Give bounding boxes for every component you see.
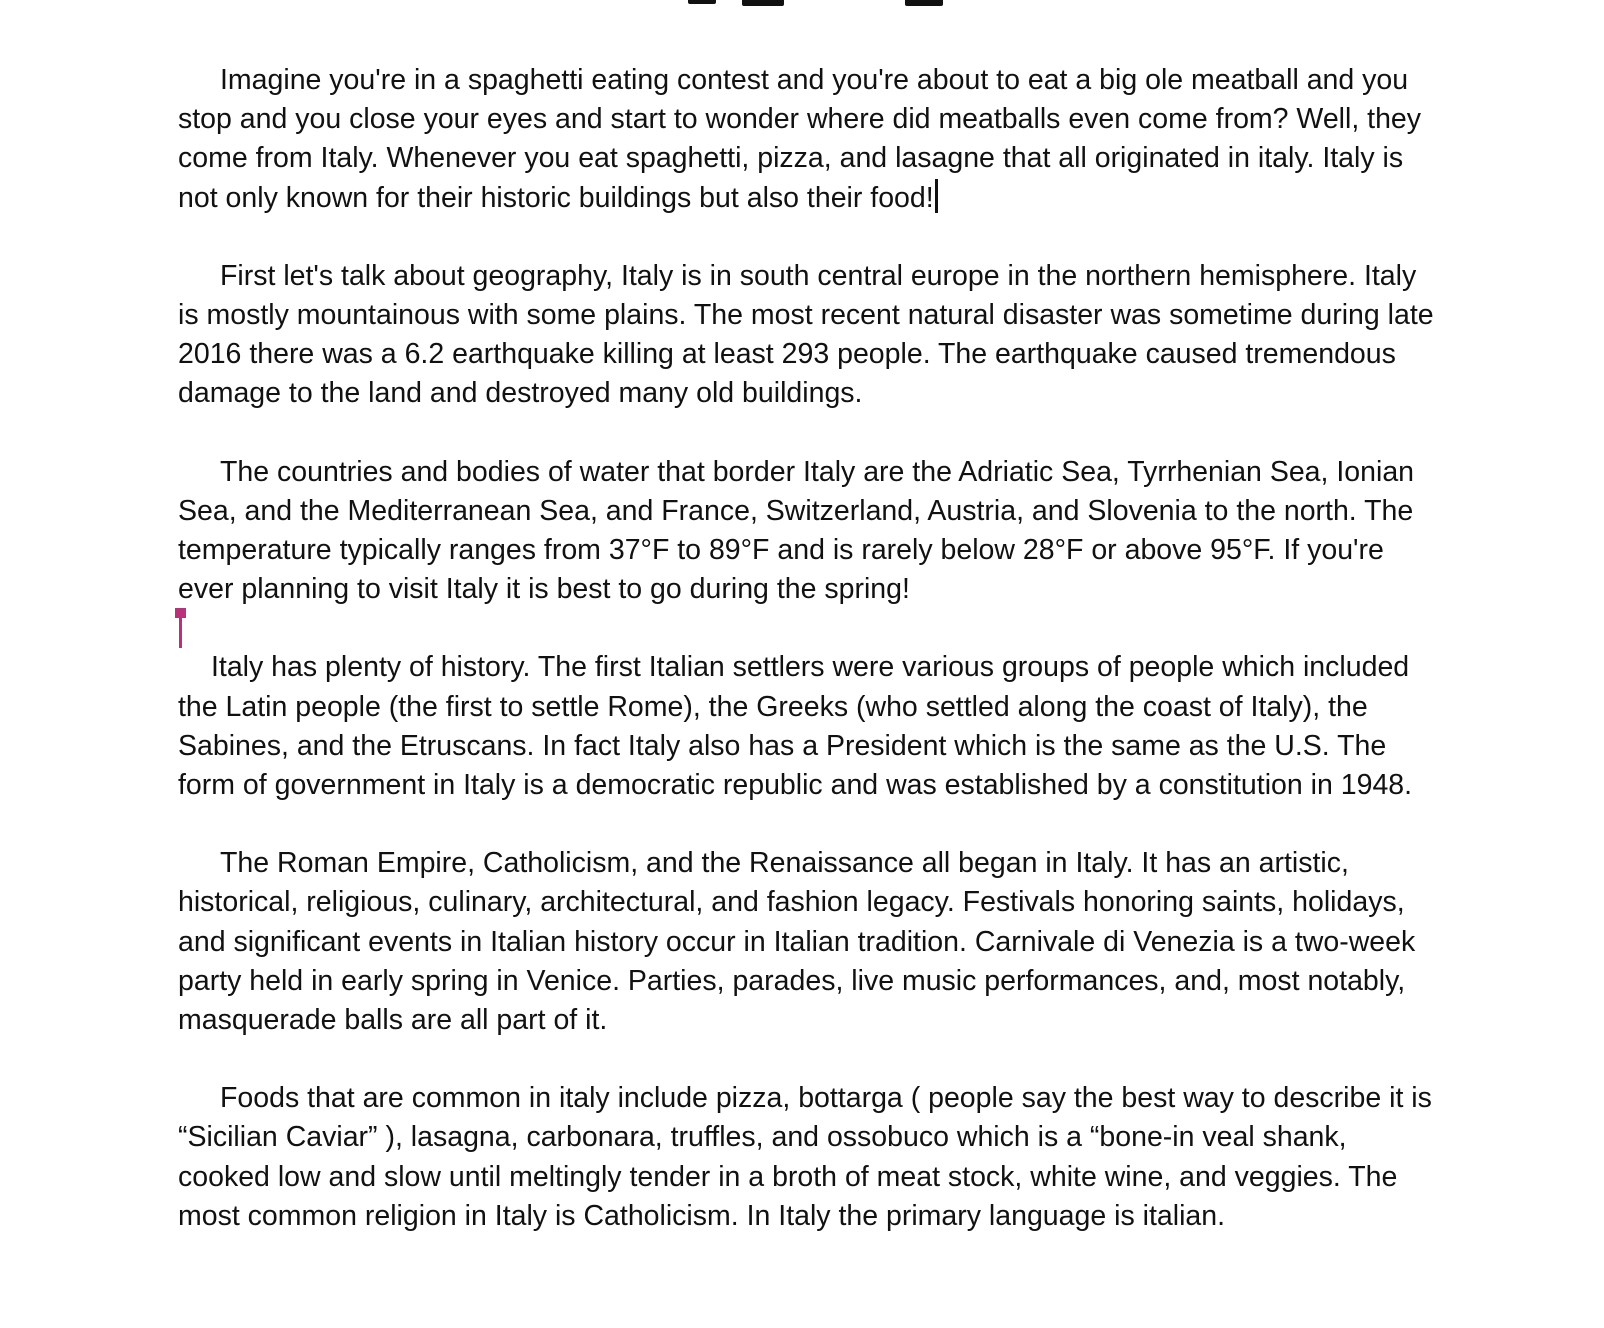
comment-stem — [179, 608, 182, 648]
title-glyph-left — [688, 0, 716, 4]
paragraph-culture[interactable]: The Roman Empire, Catholicism, and the Renaissance all began in Italy. It has an artistic, historical, religious, culinary, architectural, and fashion legacy. Festivals honoring saints, holidays, and significant events in Italian history occur in Italian tradition. Carnivale di Venezia is a two-week party held in early spring in Venice. Parties, parades, live music performances, and, most notably, masquerade balls are all part of it. — [178, 847, 1416, 1037]
document-body[interactable] — [178, 61, 1438, 1236]
title-glyph-right — [905, 0, 943, 6]
paragraph-spacer — [178, 805, 1438, 844]
paragraph-intro-text: Imagine you're in a spaghetti eating contest and you're about to eat a big ole meatball and you stop and you close your eyes and start to wonder where did meatballs even come from? Well, they come from Italy. Whenever you eat spaghetti, pizza, and lasagne that all originated in italy. Italy is not only known for their historic buildings but also their food! — [178, 64, 1422, 214]
paragraph-geography[interactable]: First let's talk about geography, Italy is in south central europe in the northern hemisphere. Italy is mostly mountainous with some plains. The most recent natural disaster was sometime during late 2016 there was a 6.2 earthquake killing at least 293 people. The earthquake caused tremendous damage to the land and destroyed many old buildings. — [178, 259, 1434, 410]
paragraph-spacer — [178, 1040, 1438, 1079]
cropped-title — [0, 0, 1604, 10]
paragraph-spacer — [178, 218, 1438, 257]
paragraph-borders[interactable]: The countries and bodies of water that border Italy are the Adriatic Sea, Tyrrhenian Sea, Ionian Sea, and the Mediterranean Sea, and France, Switzerland, Austria, and Slovenia to the north. The temperature typically ranges from 37°F to 89°F and is rarely below 28°F or above 95°F. If you're ever planning to visit Italy it is best to go during the spring! — [178, 455, 1415, 606]
paragraph-history[interactable]: Italy has plenty of history. The first Italian settlers were various groups of people which included the Latin people (the first to settle Rome), the Greeks (who settled along the coast of Italy), the Sabines, and the Etruscans. In fact Italy also has a President which is the same as the U.S. The form of government in Italy is a democratic republic and was established by a constitution in 1948. — [178, 651, 1413, 802]
title-glyph-mid — [742, 0, 784, 6]
paragraph-intro[interactable] — [178, 61, 1438, 218]
paragraph-spacer — [178, 609, 1438, 648]
text-caret-icon — [935, 179, 938, 213]
paragraph-spacer — [178, 414, 1438, 453]
comment-anchor-icon[interactable] — [175, 608, 187, 648]
paragraph-food[interactable]: Foods that are common in italy include pizza, bottarga ( people say the best way to describe it is “Sicilian Caviar” ), lasagna, carbonara, truffles, and ossobuco which is a “bone-in veal shank, cooked low and slow until meltingly tender in a broth of meat stock, white wine, and veggies. The most common religion in Italy is Catholicism. In Italy the primary language is italian. — [178, 1082, 1432, 1232]
